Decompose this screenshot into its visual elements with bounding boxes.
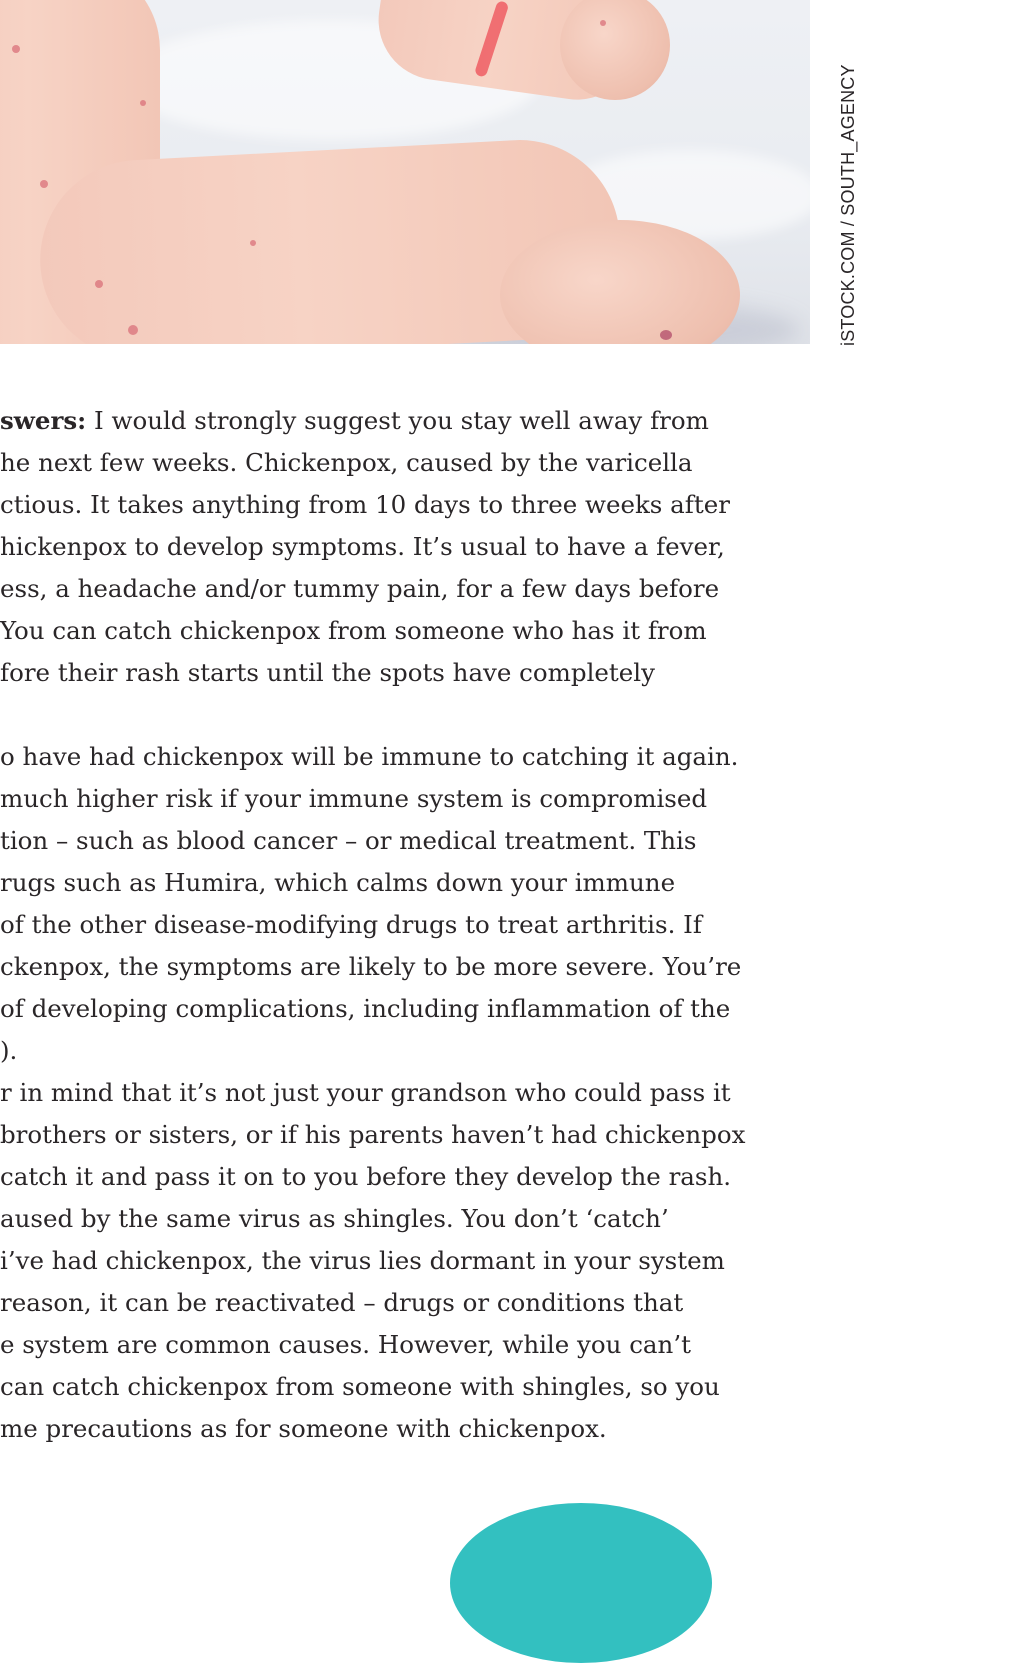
article-line: ess, a headache and/or tummy pain, for a few days before [0, 574, 720, 603]
rash-spot [140, 100, 146, 106]
article-line: e system are common causes. However, while you can’t [0, 1330, 691, 1359]
article-line: rugs such as Humira, which calms down your immune [0, 868, 676, 897]
baby-upper-hand [560, 0, 670, 100]
article-line: r in mind that it’s not just your grandson who could pass it [0, 1078, 731, 1107]
rash-spot [600, 20, 606, 26]
rash-spot [95, 280, 103, 288]
article-line: i’ve had chickenpox, the virus lies dormant in your system [0, 1246, 725, 1275]
rash-spot [128, 325, 138, 335]
article-line: o have had chickenpox will be immune to catching it again. [0, 742, 739, 771]
lead-label: swers: [0, 406, 87, 435]
article-line: fore their rash starts until the spots have completely [0, 658, 655, 687]
article-line: of developing complications, including inflammation of the [0, 994, 731, 1023]
article-line-text: I would strongly suggest you stay well away from [86, 406, 709, 435]
rash-spot [660, 330, 672, 340]
rash-spot [250, 240, 256, 246]
article-line: ). [0, 1036, 18, 1065]
article-body [0, 400, 812, 1450]
article-line: he next few weeks. Chickenpox, caused by the varicella [0, 448, 693, 477]
article-line: catch it and pass it on to you before they develop the rash. [0, 1162, 732, 1191]
article-line: reason, it can be reactivated – drugs or conditions that [0, 1288, 684, 1317]
article-line: ctious. It takes anything from 10 days to three weeks after [0, 490, 730, 519]
article-line: tion – such as blood cancer – or medical treatment. This [0, 826, 697, 855]
article-line: brothers or sisters, or if his parents haven’t had chickenpox [0, 1120, 746, 1149]
article-photo [0, 0, 810, 344]
rash-spot [12, 45, 20, 53]
article-line: ckenpox, the symptoms are likely to be more severe. You’re [0, 952, 742, 981]
rash-spot [40, 180, 48, 188]
article-line: hickenpox to develop symptoms. It’s usual to have a fever, [0, 532, 725, 561]
article-line [0, 694, 812, 736]
photo-credit: iSTOCK.COM / SOUTH_AGENCY [838, 64, 858, 346]
teal-decoration [450, 1503, 712, 1663]
article-line: much higher risk if your immune system is compromised [0, 784, 708, 813]
article-line: aused by the same virus as shingles. You don’t ‘catch’ [0, 1204, 669, 1233]
article-line: of the other disease-modifying drugs to treat arthritis. If [0, 910, 702, 939]
article-line: can catch chickenpox from someone with shingles, so you [0, 1372, 720, 1401]
article-line: me precautions as for someone with chickenpox. [0, 1414, 607, 1443]
article-line: You can catch chickenpox from someone who has it from [0, 616, 707, 645]
article-line [0, 400, 812, 442]
